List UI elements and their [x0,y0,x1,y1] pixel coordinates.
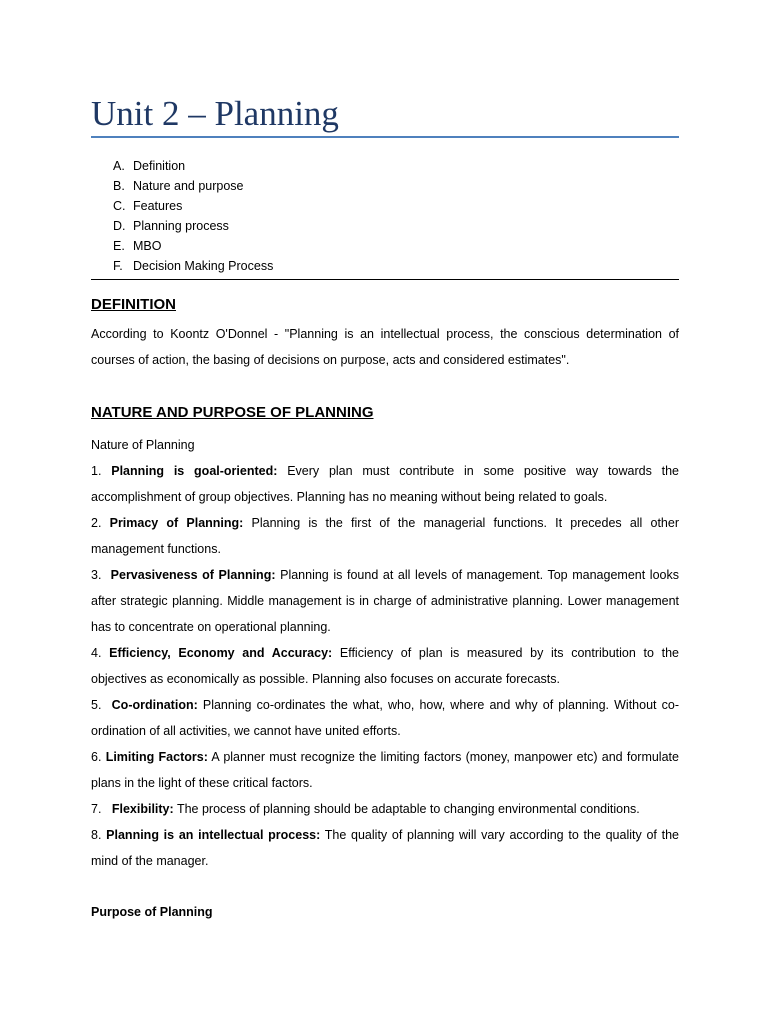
list-item: 6. Limiting Factors: A planner must recognize the limiting factors (money, manpower etc) and formulate plans in the light of these critical factors. [91,750,679,790]
toc-label: Definition [133,159,186,173]
item-text: Planning co-ordinates the what, who, how, where and why of planning. Without co-ordination of all activities, we cannot have united efforts. [91,698,679,738]
item-term: Co-ordination: [111,698,198,712]
item-text: Planning is the first of the managerial functions. It precedes all other management functions. [91,516,679,556]
list-item: 5. Co-ordination: Planning co-ordinates the what, who, how, where and why of planning. Without co-ordination of all activities, we cannot have united efforts. [91,698,679,738]
nature-items [91,458,679,874]
definition-text: According to Koontz O'Donnel - "Planning is an intellectual process, the conscious determination of courses of action, the basing of decisions on purpose, acts and considered estimates". [91,327,679,367]
toc-item [91,156,273,176]
item-text: Every plan must contribute in some positive way towards the accomplishment of group objectives. Planning has no meaning without being related to goals. [91,464,679,504]
item-term: Efficiency, Economy and Accuracy: [109,646,333,660]
toc-letter: C. [113,199,126,213]
item-term: Pervasiveness of Planning: [110,568,276,582]
nature-purpose-heading: NATURE AND PURPOSE OF PLANNING [91,404,374,421]
toc-label: MBO [133,239,162,253]
item-term: Planning is an intellectual process: [106,828,321,842]
toc-label: Planning process [133,219,229,233]
toc-label: Features [133,199,183,213]
toc-letter: D. [113,219,126,233]
toc-letter: F. [113,259,123,273]
definition-text-block [91,321,679,373]
table-of-contents [91,156,273,276]
list-item: 4. Efficiency, Economy and Accuracy: Efficiency of plan is measured by its contribution to the objectives as economically as possible. Planning also focuses on accurate forecasts. [91,646,679,686]
page-title: Unit 2 – Planning [91,94,339,133]
list-item: 3. Pervasiveness of Planning: Planning is found at all levels of management. Top management looks after strategic planning. Middle management is in charge of administrative planning. Lower management has to concentrate on operational planning. [91,568,679,634]
toc-letter: E. [113,239,125,253]
toc-letter: A. [113,159,125,173]
list-item: 2. Primacy of Planning: Planning is the first of the managerial functions. It precedes all other management functions. [91,516,679,556]
toc-label: Nature and purpose [133,179,244,193]
item-text: The quality of planning will vary according to the quality of the mind of the manager. [91,828,679,868]
item-term: Primacy of Planning: [109,516,244,530]
item-text: A planner must recognize the limiting factors (money, manpower etc) and formulate plans in the light of these critical factors. [91,750,679,790]
item-term: Planning is goal-oriented: [111,464,278,478]
item-text: Planning is found at all levels of management. Top management looks after strategic planning. Middle management is in charge of administrative planning. Lower management has to concentrate on operational planning. [91,568,679,634]
item-text: Efficiency of plan is measured by its contribution to the objectives as economically as possible. Planning also focuses on accurate forecasts. [91,646,679,686]
list-item: 8. Planning is an intellectual process: The quality of planning will vary according to the quality of the mind of the manager. [91,828,679,868]
definition-heading: DEFINITION [91,296,176,313]
nature-subheading: Nature of Planning [91,438,195,452]
toc-item [91,196,273,216]
toc-item [91,236,273,256]
toc-item [91,256,273,276]
toc-divider [91,279,679,280]
title-underline [91,136,679,138]
toc-item [91,176,273,196]
list-item: 1. Planning is goal-oriented: Every plan must contribute in some positive way towards the accomplishment of group objectives. Planning has no meaning without being related to goals. [91,464,679,504]
item-text: The process of planning should be adaptable to changing environmental conditions. [176,802,640,816]
toc-item [91,216,273,236]
toc-letter: B. [113,179,125,193]
item-term: Flexibility: [111,802,174,816]
purpose-subheading: Purpose of Planning [91,905,213,919]
item-term: Limiting Factors: [105,750,208,764]
toc-label: Decision Making Process [133,259,274,273]
list-item: 7. Flexibility: The process of planning should be adaptable to changing environmental conditions. [91,802,640,816]
